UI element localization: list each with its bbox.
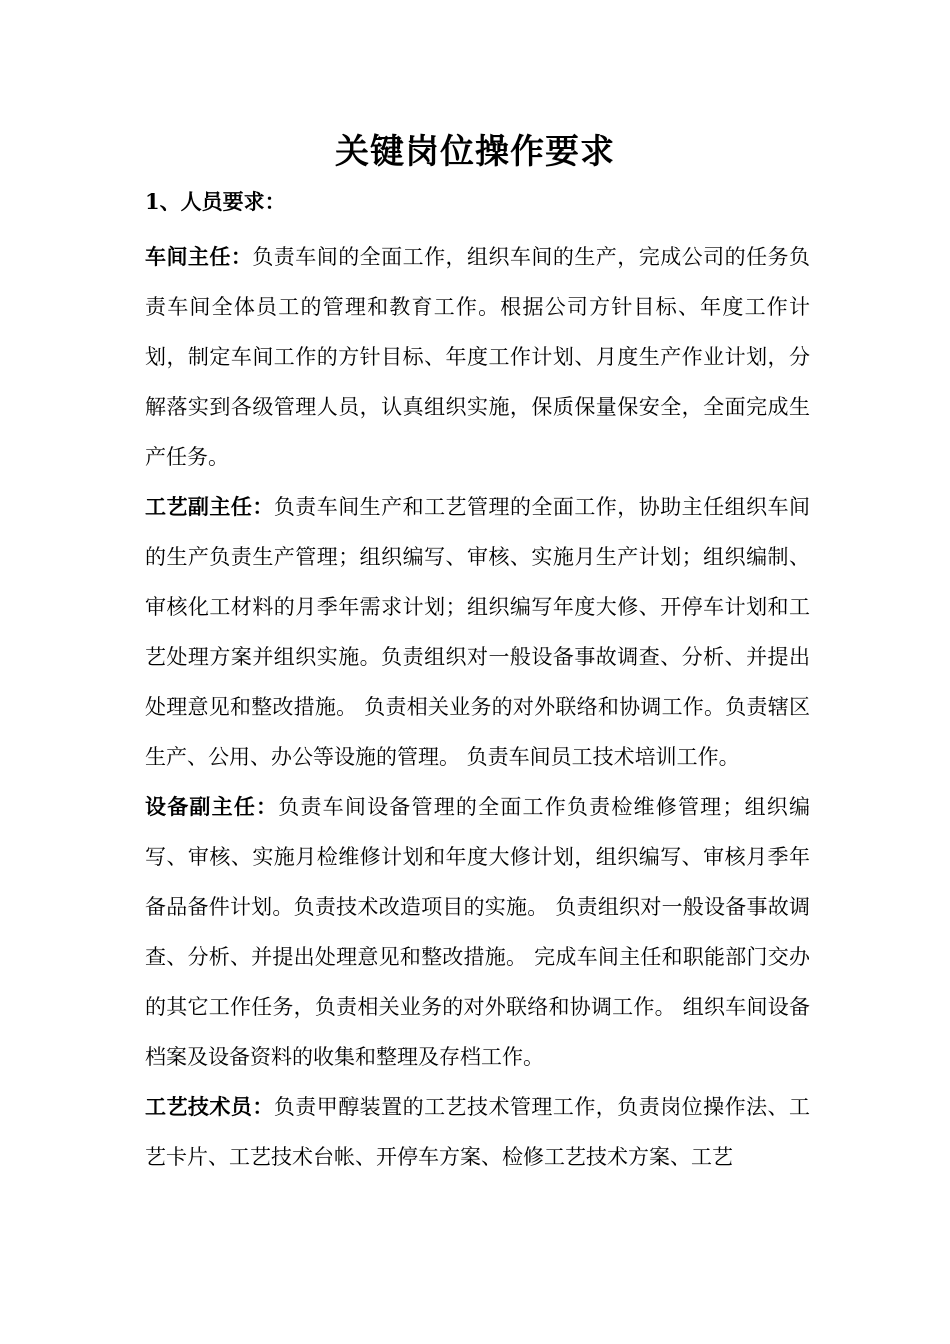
paragraph-process-deputy-director [145,482,810,782]
paragraph-process-technician [145,1082,810,1182]
paragraph-text-process-deputy-director: 负责车间生产和工艺管理的全面工作，协助主任组织车间的生产负责生产管理；组织编写、审核、实施月生产计划；组织编制、审核化工材料的月季年需求计划；组织编写年度大修、开停车计划和工艺处理方案并组织实施。负责组织对一般设备事故调查、分析、并提出处理意见和整改措施。 负责相关业务的对外联络和协调工作。负责辖区生产、公用、办公等设施的管理。 负责车间员工技术培训工作。 [145,495,811,769]
paragraph-text-equipment-deputy-director: 负责车间设备管理的全面工作负责检维修管理；组织编写、审核、实施月检维修计划和年度大修计划，组织编写、审核月季年备品备件计划。负责技术改造项目的实施。 负责组织对一般设备事故调查、分析、并提出处理意见和整改措施。 完成车间主任和职能部门交办的其它工作任务，负责相关业务的对外联络和协调工作。 组织车间设备档案及设备资料的收集和整理及存档工作。 [145,795,811,1069]
document-title: 关键岗位操作要求 [335,132,615,172]
paragraph-equipment-deputy-director [145,782,810,1082]
section-heading: 1、人员要求： [145,189,286,214]
paragraph-workshop-director [145,232,810,482]
paragraph-text-workshop-director: 负责车间的全面工作，组织车间的生产，完成公司的任务负责车间全体员工的管理和教育工作。根据公司方针目标、年度工作计划，制定车间工作的方针目标、年度工作计划、月度生产作业计划，分解落实到各级管理人员，认真组织实施，保质保量保安全，全面完成生产任务。 [145,245,811,469]
role-label-process-deputy-director: 工艺副主任： [145,494,274,519]
role-label-process-technician: 工艺技术员： [145,1094,274,1119]
paragraph-text-process-technician: 负责甲醇装置的工艺技术管理工作，负责岗位操作法、工艺卡片、工艺技术台帐、开停车方案、检修工艺技术方案、工艺 [145,1095,811,1169]
role-label-equipment-deputy-director: 设备副主任： [145,794,279,819]
document-body [145,232,810,1182]
role-label-workshop-director: 车间主任： [145,244,253,269]
